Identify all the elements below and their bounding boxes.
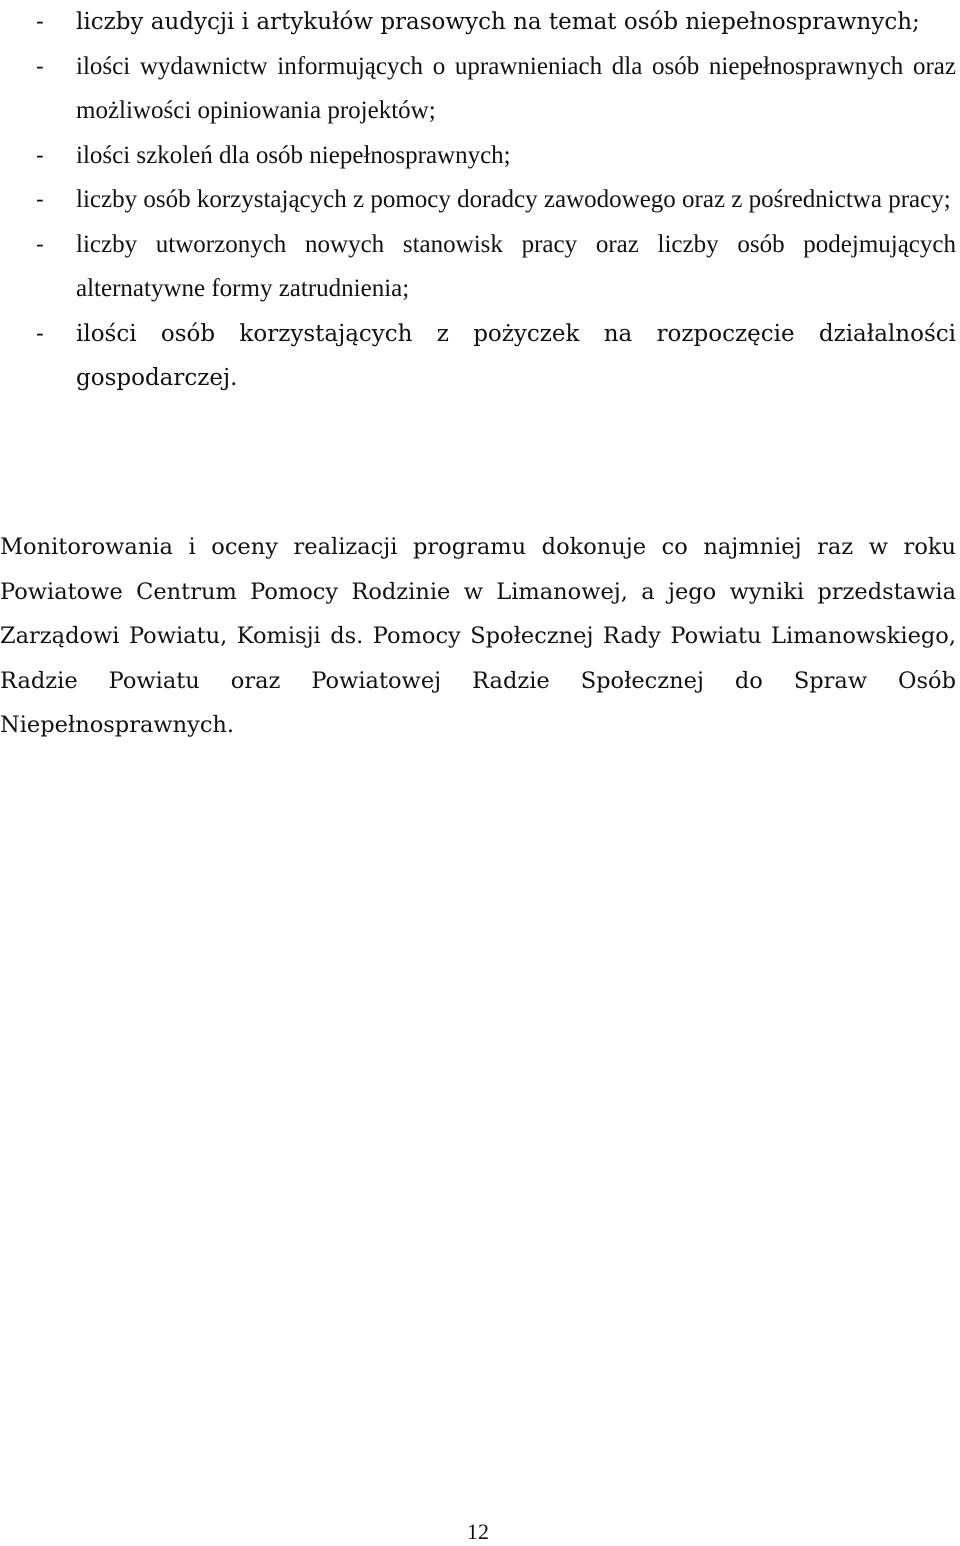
list-item [0,178,956,223]
bullet-list [0,0,956,401]
list-dash: - [36,187,44,213]
list-dash: - [36,142,44,169]
list-item [0,45,956,134]
monitoring-paragraph: Monitorowania i oceny realizacji programu dokonuje co najmniej raz w roku Powiatowe Centrum Pomocy Rodzinie w Limanowej, a jego wyniki przedstawia Zarządowi Powiatu, Komisji ds. Pomocy Społecznej Rady Powiatu Limanowskiego, Radzie Powiatu oraz Powiatowej Radzie Społecznej do Spraw Osób Niepełnosprawnych. [0,534,956,738]
page-number: 12 [467,1519,489,1544]
list-item-text: liczby audycji i artykułów prasowych na temat osób niepełnosprawnych; [76,9,920,35]
list-item-text: liczby utworzonych nowych stanowisk pracy oraz liczby osób podejmujących alternatywne formy zatrudnienia; [76,230,956,302]
list-item-text: ilości osób korzystających z pożyczek na rozpoczęcie działalności gospodarczej. [76,320,956,391]
list-item [0,0,956,45]
list-dash: - [36,231,44,258]
list-dash: - [36,320,44,347]
list-dash: - [36,9,44,35]
list-item-text: ilości wydawnictw informujących o uprawnieniach dla osób niepełnosprawnych oraz możliwości opiniowania projektów; [76,52,956,124]
list-item [0,312,956,401]
list-item-text: ilości szkoleń dla osób niepełnosprawnych; [76,141,511,169]
list-dash: - [36,53,44,80]
list-item-text: liczby osób korzystających z pomocy doradcy zawodowego oraz z pośrednictwa pracy; [76,186,951,213]
list-item [0,223,956,312]
list-item [0,134,956,179]
